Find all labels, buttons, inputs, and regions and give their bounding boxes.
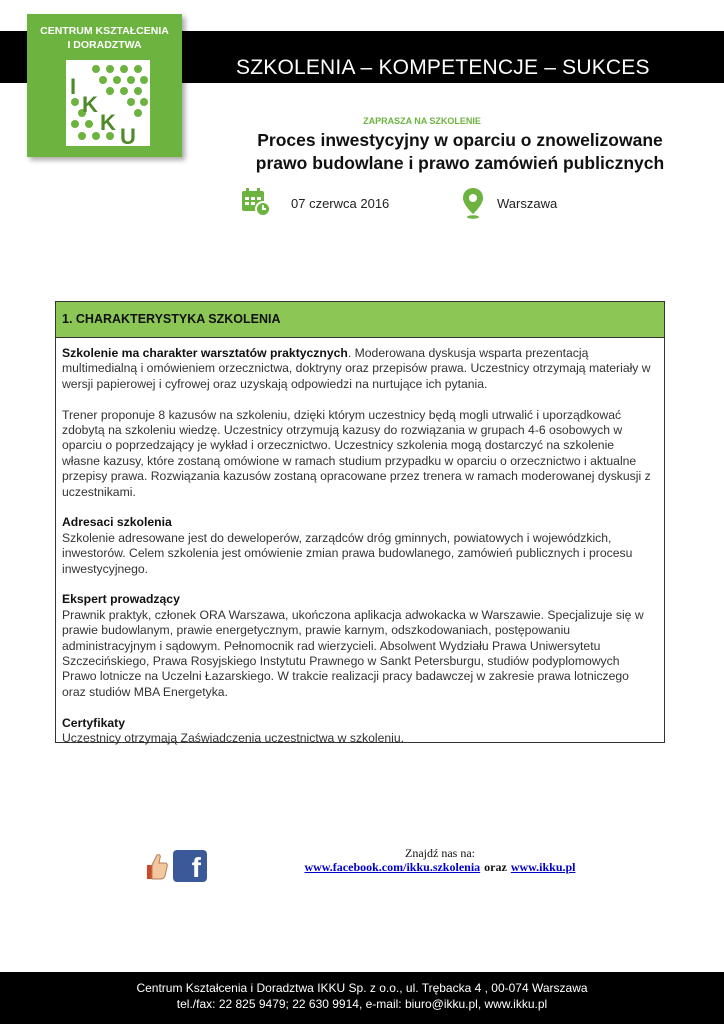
facebook-link[interactable]: www.facebook.com/ikku.szkolenia xyxy=(304,860,481,874)
ikku-logo xyxy=(27,14,182,157)
location-pin-icon xyxy=(461,186,485,220)
paragraph-format xyxy=(62,346,654,392)
heading-audience: Adresaci szkolenia xyxy=(62,515,172,530)
paragraph-cases: Trener proponuje 8 kazusów na szkoleniu, dzięki którym uczestnicy będą mogli utrwalić i uporządkować zdobytą na szkoleniu wiedzę. Uczestnicy otrzymują kazusy do rozwiązania w grupach 4-6 osobowych w oparciu o poprzedzający je wykład i orzecznictwo. Uczestnicy szkolenia mogą dostarczyć na szkolenie własne kazusy, które zostaną omówione w ramach studium przypadku w oparciu o orzecznictwo i aktualne przepisy prawa. Rozwiązania kazusów zostaną opracowane przez trenera w ramach moderowanej dyskusji z uczestnikami. xyxy=(62,407,651,499)
invite-label: ZAPRASZA NA SZKOLENIE xyxy=(363,116,481,126)
facebook-icon[interactable] xyxy=(173,850,207,882)
logo-text xyxy=(27,24,182,52)
course-location: Warszawa xyxy=(497,196,558,211)
heading-certificates: Certyfikaty xyxy=(62,715,125,730)
logo-emblem xyxy=(66,60,150,146)
footer xyxy=(0,972,724,1024)
footer-contact: tel./fax: 22 825 9479; 22 630 9914, e-mail: biuro@ikku.pl, www.ikku.pl xyxy=(176,997,548,1011)
thumbs-up-icon xyxy=(143,851,169,885)
course-title-line-2: prawo budowlane i prawo zamówień publicznych xyxy=(255,153,665,173)
logo-emblem-graphic xyxy=(66,60,150,146)
paragraph-certificates: Uczestnicy otrzymają Zaświadczenia uczestnictwa w szkoleniu. xyxy=(62,731,405,746)
footer-address: Centrum Kształcenia i Doradztwa IKKU Sp. z o.o., ul. Trębacka 4 , 00-074 Warszawa xyxy=(136,981,588,995)
header-title: SZKOLENIA – KOMPETENCJE – SUKCES xyxy=(236,56,650,79)
course-title xyxy=(220,129,700,175)
section-body xyxy=(56,338,664,747)
logo-line-2: I DORADZTWA xyxy=(67,39,142,51)
find-us-label: Znajdź nas na: xyxy=(405,846,475,860)
calendar-icon xyxy=(240,186,272,220)
paragraph-audience: Szkolenie adresowane jest do deweloperów, zarządców dróg gminnych, powiatowych i wojewódzkich, inwestorów. Celem szkolenia jest omówienie zmian prawa budowlanego, zamówień publicznych i procesu inwestycyjnego. xyxy=(62,530,633,576)
svg-text:I: I xyxy=(70,74,77,99)
paragraph-format-lead: Szkolenie ma charakter warsztatów praktycznych xyxy=(62,346,348,360)
social-links xyxy=(300,860,580,875)
course-date: 07 czerwca 2016 xyxy=(291,196,390,211)
links-conjunction: oraz xyxy=(484,860,507,874)
paragraph-format-rest: . Moderowana dyskusja wsparta prezentacją multimedialną i omówieniem orzecznictwa, doktryny oraz przepisów prawa. Uczestnicy otrzymają materiały w wersji papierowej i cyfrowej oraz uzyskają odpowiedzi na nurtujące ich pytania. xyxy=(62,346,651,391)
course-title-line-1: Proces inwestycyjny w oparciu o znowelizowane xyxy=(257,130,663,150)
course-description-box xyxy=(55,301,665,746)
paragraph-expert: Prawnik praktyk, członek ORA Warszawa, ukończona aplikacja adwokacka w Warszawie. Specjalizuje się w prawie budowlanym, prawie energetycznym, prawie karnym, odszkodowaniach, postępowaniu administracyjnym i sądowym. Pełnomocnik rad wierzycieli. Absolwent Wydziału Prawa Uniwersytetu Szczecińskiego, Prawa Rosyjskiego Instytutu Prawnego w Sankt Petersburgu, studiów podyplomowych Prawo lotnicze na Uczelni Łazarskiego. W trakcie realizacji pracy badawczej w zakresie prawa lotniczego oraz studiów MBA Energetyka. xyxy=(62,607,644,699)
heading-expert: Ekspert prowadzący xyxy=(62,592,180,607)
svg-text:U: U xyxy=(120,124,136,146)
website-link[interactable]: www.ikku.pl xyxy=(510,860,576,874)
svg-text:K: K xyxy=(82,92,98,117)
logo-line-1: CENTRUM KSZTAŁCENIA xyxy=(40,25,169,37)
section-header: 1. CHARAKTERYSTYKA SZKOLENIA xyxy=(56,302,664,338)
facebook-icon-letter: f xyxy=(191,852,201,883)
svg-text:K: K xyxy=(100,110,116,135)
